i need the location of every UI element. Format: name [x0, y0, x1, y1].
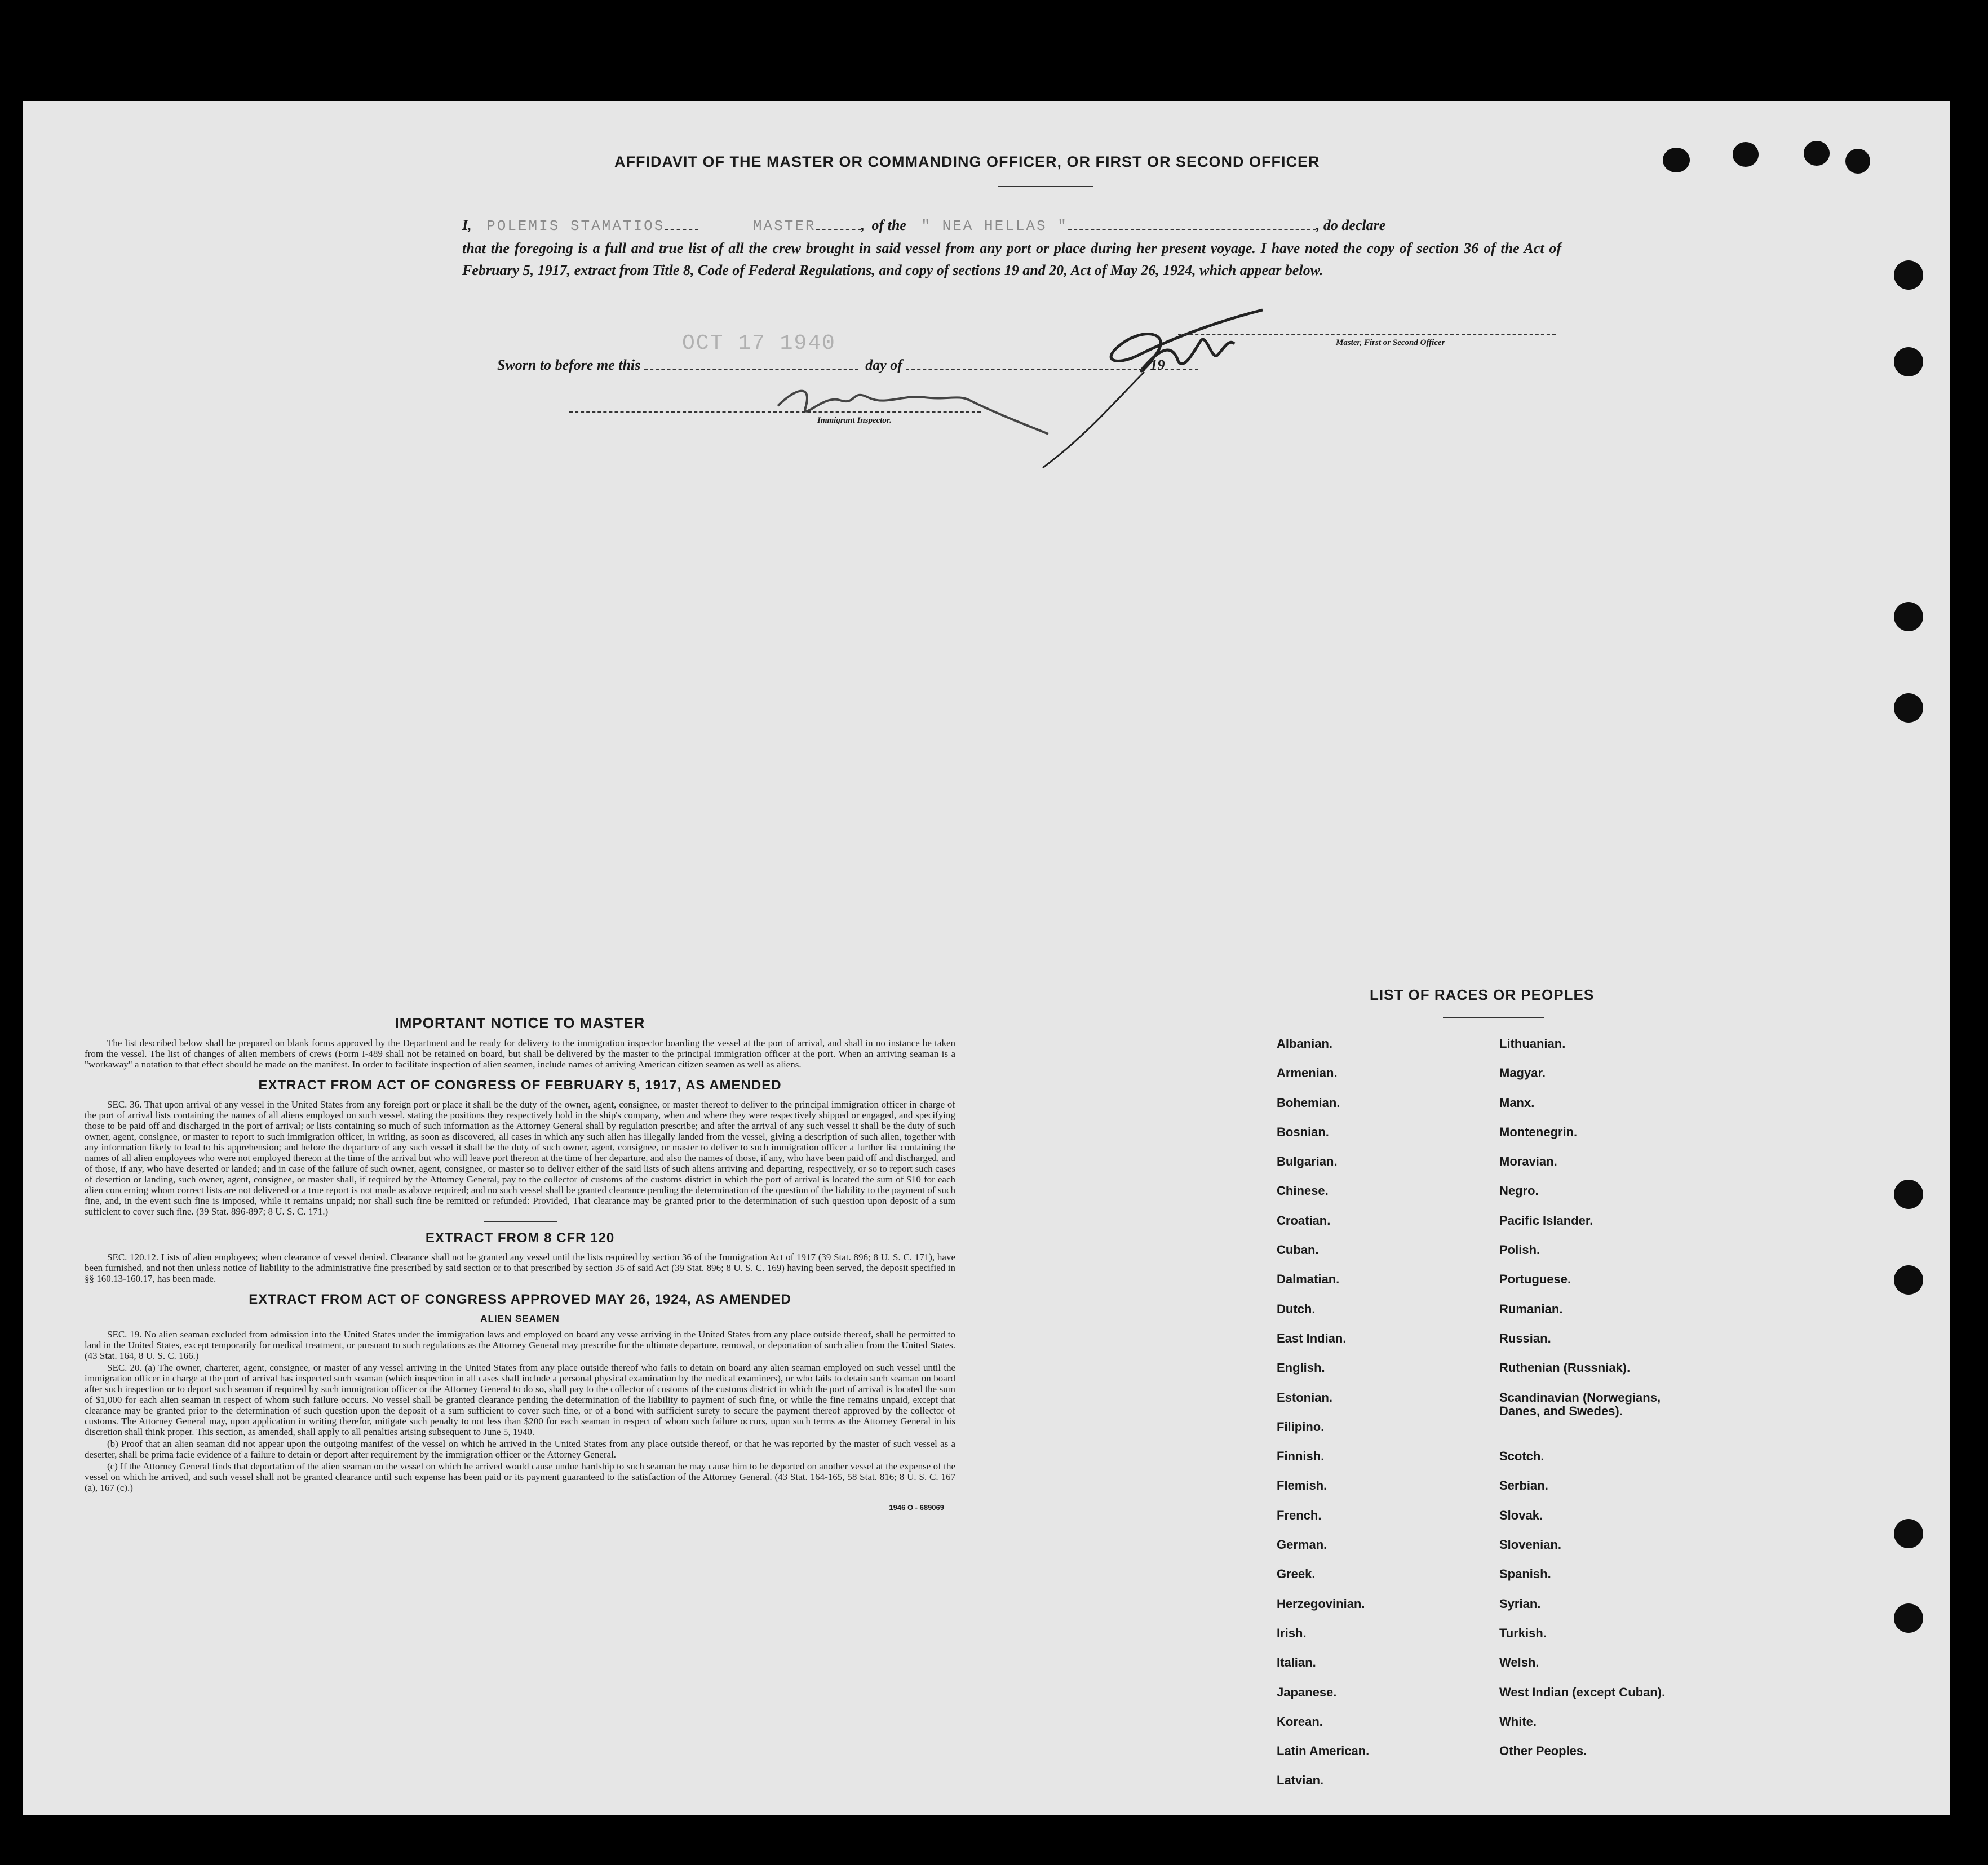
- section-divider: [484, 1221, 557, 1222]
- extract-1917-title: EXTRACT FROM ACT OF CONGRESS OF FEBRUARY 5, 1917, AS AMENDED: [258, 1078, 782, 1093]
- race-item: Portuguese.: [1499, 1272, 1571, 1287]
- punch-hole: [1663, 148, 1690, 172]
- notice-title: IMPORTANT NOTICE TO MASTER: [395, 1015, 645, 1031]
- punch-hole: [1894, 1603, 1923, 1633]
- race-item: Italian.: [1277, 1655, 1316, 1670]
- i-label: I,: [462, 217, 472, 233]
- race-item: White.: [1499, 1714, 1537, 1729]
- race-item: Montenegrin.: [1499, 1124, 1578, 1139]
- race-item: Bohemian.: [1277, 1095, 1340, 1110]
- race-item: Herzegovinian.: [1277, 1596, 1365, 1611]
- sworn-line: Sworn to before me this day of , 19: [497, 354, 1198, 376]
- declaration-block: I, POLEMIS STAMATIOS MASTER , of the " NEA HELLAS " , do declare that the foregoing is a full and true list of all the crew brought in said vessel from any port or place during her present voyage. I have noted the copy of section 36 of the Act of February 5, 1917, extract from Title 8, Code of Federal Regulations, and copy of sections 19 and 20, Act of May 26, 1924, which appear below.: [462, 214, 1561, 281]
- inspector-caption: Immigrant Inspector.: [817, 416, 892, 425]
- race-item: Lithuanian.: [1499, 1036, 1566, 1051]
- race-item: German.: [1277, 1538, 1327, 1552]
- race-item: Estonian.: [1277, 1390, 1333, 1405]
- race-item: East Indian.: [1277, 1331, 1347, 1345]
- punch-hole: [1894, 347, 1923, 376]
- punch-hole: [1894, 1519, 1923, 1548]
- punch-hole: [1845, 149, 1870, 174]
- race-item: Filipino.: [1277, 1419, 1325, 1434]
- print-code: 1946 O - 689069: [889, 1503, 944, 1512]
- of-the-label: of the: [871, 217, 906, 233]
- extract-1924-title: EXTRACT FROM ACT OF CONGRESS APPROVED MAY 26, 1924, AS AMENDED: [249, 1292, 791, 1307]
- race-item: Bosnian.: [1277, 1124, 1329, 1139]
- master-rank-field: MASTER: [752, 218, 816, 234]
- race-item: Dutch.: [1277, 1301, 1316, 1316]
- race-item: Latin American.: [1277, 1744, 1370, 1758]
- extract-1917-text: SEC. 36. That upon arrival of any vessel in the United States from any foreign port or place it shall be the duty of the owner, agent, consignee, or master thereof to deliver to the principal immigration officer in charge of the port of arrival lists containing the names of all aliens employed on such vessel, stating the positions they respectively hold in the ship's company, when and where they were respectively shipped or engaged, and specifying those to be paid off and discharged in the port of arrival; or lists containing so much of such information as the Attorney General shall by regulation prescribe; and after the arrival of any such vessel it shall be the duty of such owner, agent, consignee, or master to report to such immigration officer, in writing, as soon as discovered, all cases in which any such alien has illegally landed from the vessel, giving a description of such alien, together with any information likely to lead to his apprehension; and before the departure of any such vessel it shall be the duty of such owner, agent, consignee, or master to deliver to such immigration officer a further list containing the names of all alien employees who were not employed thereon at the time of the arrival but who will leave port thereon at the time of her departure, and also the names of those, if any, who have been paid off and discharged, and of those, if any, who have deserted or landed; and in case of the failure of such owner, agent, consignee, or master so to deliver either of the said lists of such aliens arriving and departing, respectively, or so to report such cases of desertion or landing, such owner, agent, consignee, or master shall, if required by the Attorney General, pay to the collector of customs of the customs district in which the port of arrival is located the sum of $10 for each alien concerning whom correct lists are not delivered or a true report is not made as above required; and no such vessel shall be granted clearance pending the determination of the question of the liability to the payment of such fine, and, in the event such fine is imposed, while it remains unpaid; nor shall such fine be remitted or refunded: Provided, That clearance may be granted prior to the determination of such question upon deposit of a sum sufficient to cover such fine. (39 Stat. 896-897; 8 U. S. C. 171.): [85, 1099, 955, 1217]
- master-name-field: POLEMIS STAMATIOS: [486, 218, 665, 234]
- race-item: Latvian.: [1277, 1773, 1324, 1788]
- races-left-column: [1277, 1037, 1369, 1804]
- declaration-text: that the foregoing is a full and true list of all the crew brought in said vessel from any port or place during her present voyage. I have noted the copy of section 36 of the Act of February 5, 1917, extract from Title 8, Code of Federal Regulations, and copy of sections 19 and 20, Act of May 26, 1924, which appear below.: [462, 240, 1561, 278]
- race-item: Spanish.: [1499, 1567, 1551, 1582]
- race-item: [1499, 1420, 1665, 1450]
- race-item: Manx.: [1499, 1095, 1535, 1110]
- race-item: Croatian.: [1277, 1213, 1331, 1228]
- officer-caption: Master, First or Second Officer: [1336, 338, 1445, 347]
- race-item: Scotch.: [1499, 1449, 1544, 1464]
- section-20b-text: (b) Proof that an alien seaman did not appear upon the outgoing manifest of the vessel on which he arrived in the United States from any place outside thereof, or that he was reported by the master of such vessel as a deserter, shall be prima facie evidence of a failure to detain or deport after requirement by the immigration officer or the Attorney General.: [85, 1438, 955, 1460]
- punch-hole: [1894, 602, 1923, 631]
- punch-hole: [1894, 1265, 1923, 1295]
- title-rule: [998, 186, 1093, 187]
- race-item: Serbian.: [1499, 1478, 1548, 1493]
- race-item: Japanese.: [1277, 1685, 1337, 1699]
- race-item: Armenian.: [1277, 1066, 1338, 1080]
- do-declare-label: do declare: [1323, 217, 1386, 233]
- race-item: Greek.: [1277, 1567, 1316, 1582]
- race-item: Pacific Islander.: [1499, 1213, 1593, 1228]
- races-title-rule: [1443, 1017, 1544, 1018]
- race-item: French.: [1277, 1508, 1322, 1522]
- year-label: 19: [1150, 357, 1165, 373]
- race-item: Bulgarian.: [1277, 1154, 1338, 1169]
- officer-signature-line: [1178, 334, 1556, 335]
- races-title: LIST OF RACES OR PEOPLES: [1370, 986, 1595, 1003]
- race-item: Moravian.: [1499, 1154, 1557, 1169]
- race-item: Flemish.: [1277, 1478, 1327, 1493]
- extract-cfr-text: SEC. 120.12. Lists of alien employees; when clearance of vessel denied. Clearance shall not be granted any vessel until the lists required by section 36 of the Immigration Act of 1917 (39 Stat. 896; 8 U. S. C. 171), have been furnished, and not then unless notice of liability to the administrative fine prescribed by said section or to that prescribed by section 35 of said Act (39 Stat. 896; 8 U. S. C. 169) having been served, the deposit specified in §§ 160.13-160.17, has been made.: [85, 1252, 955, 1284]
- race-item: Syrian.: [1499, 1596, 1541, 1611]
- race-item: English.: [1277, 1361, 1325, 1375]
- race-item: Scandinavian (Norwegians, Danes, and Swedes).: [1499, 1390, 1661, 1418]
- race-item: Irish.: [1277, 1625, 1307, 1640]
- punch-hole: [1804, 141, 1830, 166]
- punch-hole: [1894, 260, 1923, 290]
- race-item: Russian.: [1499, 1331, 1551, 1345]
- race-item: Chinese.: [1277, 1184, 1329, 1198]
- race-item: Cuban.: [1277, 1243, 1319, 1257]
- race-item: Polish.: [1499, 1243, 1540, 1257]
- legal-text-column: [85, 1015, 955, 1512]
- punch-hole: [1733, 142, 1759, 167]
- race-item: Magyar.: [1499, 1066, 1546, 1080]
- punch-hole: [1894, 1180, 1923, 1209]
- race-item: Finnish.: [1277, 1449, 1325, 1464]
- race-item: Negro.: [1499, 1184, 1539, 1198]
- race-item: Slovak.: [1499, 1508, 1543, 1522]
- race-item: Ruthenian (Russniak).: [1499, 1361, 1631, 1375]
- race-item: Turkish.: [1499, 1625, 1547, 1640]
- inspector-signature-line: [569, 411, 981, 413]
- section-20a-text: SEC. 20. (a) The owner, charterer, agent, consignee, or master of any vessel arriving in the United States from any place outside thereof who fails to detain on board any alien seaman employed on such vessel until the immigration officer in charge at the port of arrival has inspected such seaman (which inspection in all cases shall include a personal physical examination by the medical examiners), or who fails to detain such seaman on board after such inspection or to deport such seaman if required by such immigration officer or the Attorney General to do so, shall pay to the collector of customs of the customs district in which the port of arrival is located the sum of $1,000 for each alien seaman in respect of whom such failure occurs. No vessel shall be granted clearance pending the determination of the liability to payment of such fine, or while the fine remains unpaid, except that clearance may be granted prior to the determination of such question upon the deposit of a sum sufficient to cover such fine, or of a bond with sufficient surety to secure the payment thereof approved by the collector of customs. The Attorney General may, upon application in writing therefor, mitigate such penalty to not less than $200 for each seaman in respect of whom such failure occurs, upon such terms as the Attorney General in his discretion shall think proper. This section, as amended, shall apply to all penalties arising subsequent to June 5, 1940.: [85, 1362, 955, 1437]
- race-item: Welsh.: [1499, 1655, 1539, 1670]
- day-of-label: day of: [865, 357, 902, 373]
- race-item: Korean.: [1277, 1714, 1323, 1729]
- date-stamp: OCT 17 1940: [682, 331, 836, 356]
- section-20c-text: (c) If the Attorney General finds that deportation of the alien seaman on the vessel on which he arrived would cause undue hardship to such seaman he may cause him to be deported on another vessel at the expense of the vessel on which he arrived, and such vessel shall not be granted clearance until such expense has been paid or its payment guaranteed to the satisfaction of the Attorney General. (43 Stat. 164-165, 58 Stat. 816; 8 U. S. C. 167 (a), 167 (c).): [85, 1461, 955, 1493]
- inspector-signature: [755, 372, 1071, 440]
- punch-hole: [1894, 693, 1923, 723]
- race-item: Slovenian.: [1499, 1538, 1562, 1552]
- document-page: [23, 101, 1950, 1815]
- notice-text: The list described below shall be prepared on blank forms approved by the Department and be ready for delivery to the immigration inspector boarding the vessel at the port of arrival, and shall in no instance be taken from the vessel. The list of changes of alien members of crews (Form I-489 shall not be retained on board, but shall be delivered by the master to the principal immigration officer at the port. When an arriving seaman is a "workaway" a notation to that effect should be made on the manifest. In order to facilitate inspection of alien seamen, include names of arriving American citizen seamen as well as aliens.: [85, 1038, 955, 1070]
- race-item: Albanian.: [1277, 1036, 1333, 1051]
- alien-seamen-subtitle: ALIEN SEAMEN: [480, 1313, 560, 1324]
- affidavit-title: AFFIDAVIT OF THE MASTER OR COMMANDING OFFICER, OR FIRST OR SECOND OFFICER: [614, 153, 1320, 170]
- vessel-name-field: " NEA HELLAS ": [921, 218, 1068, 234]
- sworn-label: Sworn to before me this: [497, 357, 641, 373]
- race-item: Other Peoples.: [1499, 1744, 1587, 1758]
- race-item: West Indian (except Cuban).: [1499, 1685, 1666, 1699]
- race-item: Dalmatian.: [1277, 1272, 1340, 1287]
- races-right-column: [1499, 1037, 1665, 1774]
- extract-cfr-title: EXTRACT FROM 8 CFR 120: [425, 1230, 615, 1246]
- section-19-text: SEC. 19. No alien seaman excluded from admission into the United States under the immigration laws and employed on board any vesse arriving in the United States from any place outside thereof, shall be permitted to land in the United States, except temporarily for medical treatment, or pursuant to such regulations as the Attorney General may prescribe for the ultimate departure, removal, or deportation of such alien from the United States. (43 Stat. 164, 8 U. S. C. 166.): [85, 1329, 955, 1361]
- race-item: Rumanian.: [1499, 1301, 1563, 1316]
